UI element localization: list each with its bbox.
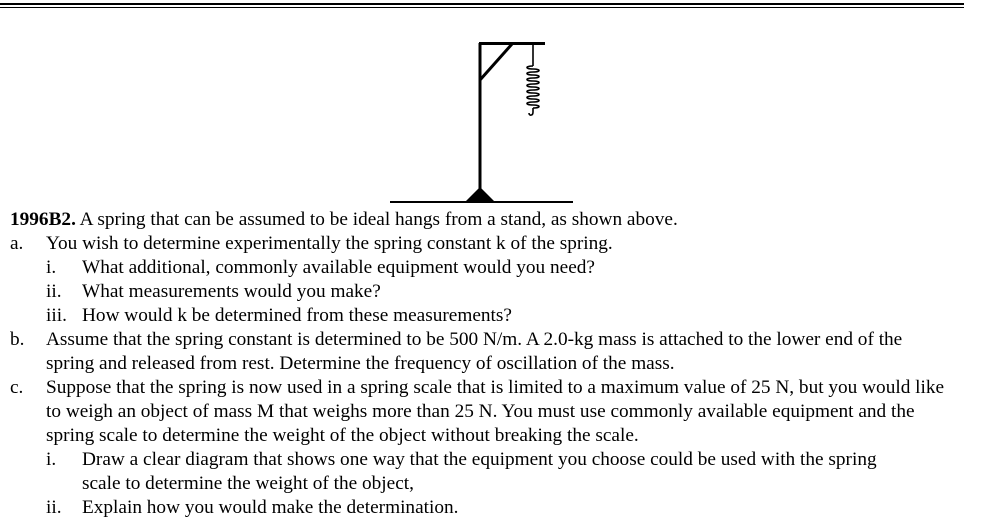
- part-b-text-2: spring and released from rest. Determine the frequency of oscillation of the mass.: [46, 353, 675, 374]
- part-c-item-1-cont: [10, 472, 1000, 496]
- part-a-item-3-label: iii.: [46, 305, 67, 326]
- part-a-item-3: [10, 304, 1000, 328]
- problem-intro-line: [10, 208, 1000, 232]
- part-b-line-2: [10, 352, 1000, 376]
- part-a-text: You wish to determine experimentally the spring constant k of the spring.: [46, 233, 613, 254]
- part-c-item-2-label: ii.: [46, 497, 62, 518]
- part-c-item-2-text: Explain how you would make the determination.: [82, 497, 459, 518]
- part-b-text-1: Assume that the spring constant is determined to be 500 N/m. A 2.0-kg mass is attached to the lower end of the: [46, 329, 903, 350]
- part-a-item-1: [10, 256, 1000, 280]
- part-c-item-1: [10, 448, 1000, 472]
- part-c-text-1: Suppose that the spring is now used in a spring scale that is limited to a maximum value of 25 N, but you would like: [46, 377, 945, 398]
- top-rule: [0, 3, 964, 5]
- part-a-item-3-text: How would k be determined from these measurements?: [82, 305, 512, 326]
- part-c-item-2: [10, 496, 1000, 520]
- problem-text: [10, 208, 1000, 520]
- top-rule-thin: [0, 7, 964, 8]
- part-c-text-2: to weigh an object of mass M that weighs more than 25 N. You must use commonly available equipment and the: [46, 401, 915, 422]
- spring: [527, 44, 539, 115]
- part-c-line-1: [10, 376, 1000, 400]
- spring-stand-figure: [385, 38, 585, 206]
- part-a-item-2-text: What measurements would you make?: [82, 281, 381, 302]
- part-a-item-1-text: What additional, commonly available equipment would you need?: [82, 257, 595, 278]
- part-c-label: c.: [10, 377, 24, 398]
- part-a-label: a.: [10, 233, 24, 254]
- part-a-item-2: [10, 280, 1000, 304]
- part-b-label: b.: [10, 329, 25, 350]
- part-b-line-1: [10, 328, 1000, 352]
- part-c-line-3: [10, 424, 1000, 448]
- problem-number: 1996B2.: [10, 209, 76, 230]
- part-c-line-2: [10, 400, 1000, 424]
- part-a-item-1-label: i.: [46, 257, 57, 278]
- part-c-item-1-text-2: scale to determine the weight of the object,: [82, 473, 414, 494]
- part-c-text-3: spring scale to determine the weight of the object without breaking the scale.: [46, 425, 639, 446]
- stand-brace: [480, 44, 512, 80]
- problem-intro: A spring that can be assumed to be ideal hangs from a stand, as shown above.: [79, 209, 678, 230]
- part-c-item-1-text-1: Draw a clear diagram that shows one way that the equipment you choose could be used with the spring: [82, 449, 877, 470]
- part-a: [10, 232, 1000, 256]
- part-a-item-2-label: ii.: [46, 281, 62, 302]
- part-c-item-1-label: i.: [46, 449, 57, 470]
